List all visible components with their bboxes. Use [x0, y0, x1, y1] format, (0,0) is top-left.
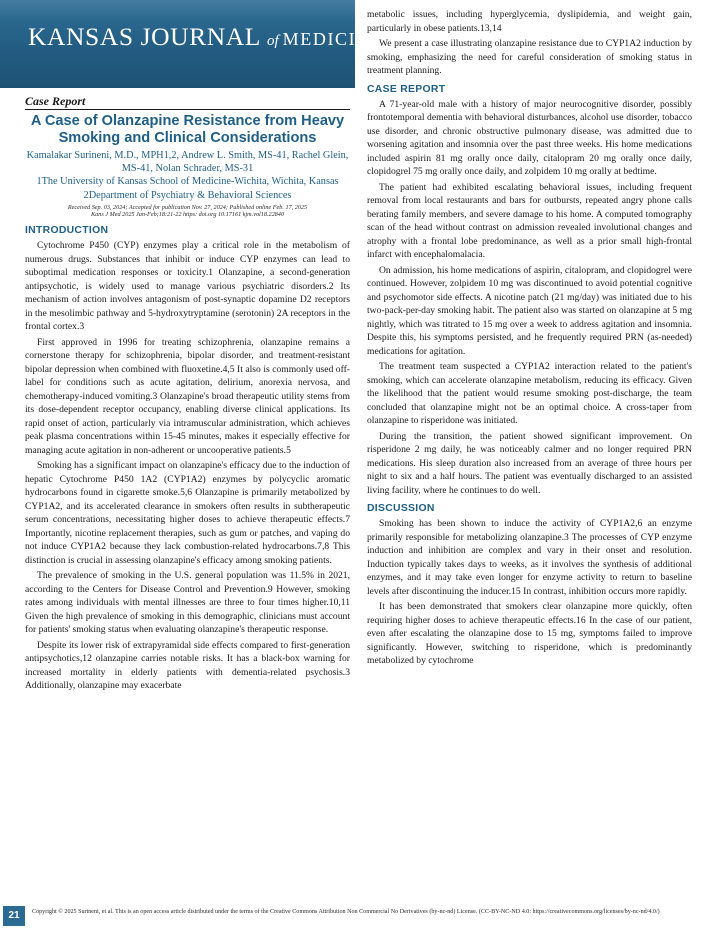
section-heading-case-report: CASE REPORT — [367, 83, 446, 95]
paragraph: We present a case illustrating olanzapine resistance due to CYP1A2 induction by smoking, emphasizing the need for careful consideration of smoking status in treatment planning. — [367, 38, 692, 76]
section-heading-discussion: DISCUSSION — [367, 503, 435, 514]
right-column — [367, 8, 692, 670]
article-title: A Case of Olanzapine Resistance from Heavy Smoking and Clinical Considerations — [30, 113, 345, 146]
paragraph: Despite its lower risk of extrapyramidal side effects compared to first-generation antipsychotics,12 olanzapine carries notable risks. It has a black-box warning for increased mortality in elderly patients with dementia-related psychosis.3 Additionally, olanzapine may exacerbate — [25, 639, 350, 691]
journal-title — [28, 22, 383, 52]
paragraph: The prevalence of smoking in the U.S. general population was 11.5% in 2021, according to the Centers for Disease Control and Prevention.9 However, smoking rates among individuals with mental illnesses are three to four times higher.10,11 Given the high prevalence of smoking in this demographic, clinicians must account for patients' smoking status when evaluating olanzapine's therapeutic response. — [25, 570, 350, 635]
paragraph: Smoking has been shown to induce the activity of CYP1A2,6 an enzyme primarily responsible for metabolizing olanzapine.3 The processes of CYP enzyme induction and inhibition are complex and vary in their onset and resolution. Induction typically takes days to weeks, as it involves the synthesis of additional enzymes, and it may take even longer for enzyme activity to return to baseline levels after discontinuing the inducer.15 In contrast, inhibition occurs more rapidly. — [367, 518, 692, 597]
article-authors: Kamalakar Surineni, M.D., MPH1,2, Andrew L. Smith, MS-41, Rachel Glein, MS-41, Nolan Schrader, MS-31 — [26, 150, 349, 175]
paragraph: metabolic issues, including hyperglycemia, dyslipidemia, and weight gain, particularly in obese patients.13,14 — [367, 9, 692, 34]
affiliation-2: 2Department of Psychiatry & Behavioral Sciences — [83, 189, 292, 201]
paragraph: The patient had exhibited escalating behavioral issues, including frequent removal from local restaurants and bars for outbursts, repeated angry phone calls berating family members, and severe damage to his home. A computed tomography scan of the head without contrast on admission revealed involutional changes and atrophy with a frontal lobe predominance, as well as a prior small high-frontal infarct with encephalomalacia. — [367, 181, 692, 260]
left-column — [25, 94, 350, 695]
copyright-notice: Copyright © 2025 Surineni, et al. This is an open access article distributed under the terms of the Creative Commons Attribution Non Commercial No Derivatives (by-nc-nd) License. (CC-BY-NC-ND 4.0: https://creativecommons.org/licenses/by-nc-nd/4.0/) — [32, 909, 660, 915]
paragraph: A 71-year-old male with a history of major neurocognitive disorder, possibly frontotemporal dementia with behavioral disturbances, alcohol use disorder, tobacco use disorder, and chronic obstructive pulmonary disease, was admitted due to worsening agitation and insomnia over the past three weeks. His home medications included aspirin 81 mg orally once daily, citalopram 20 mg orally once daily, clopidogrel 75 mg orally once daily, and zolpidem 10 mg orally at bedtime. — [367, 98, 692, 177]
section-heading-introduction: INTRODUCTION — [25, 225, 109, 236]
paragraph: Cytochrome P450 (CYP) enzymes play a critical role in the metabolism of numerous drugs. Substances that inhibit or induce CYP enzymes can lead to suboptimal medication responses or toxicity.1 Olanzapine, a second-generation antipsychotic, is widely used to manage various psychiatric disorders.2 Its mechanism of action involves antagonism of post-synaptic dopamine D2 receptors in the mesolimbic pathway and 5-hydroxytryptamine (serotonin) 2A receptors in the frontal cortex.3 — [25, 240, 350, 332]
paragraph: It has been demonstrated that smokers clear olanzapine more quickly, often requiring higher doses to achieve therapeutic effects.16 In the case of our patient, even after escalating the olanzapine dose to 15 mg, symptoms failed to improve significantly. However, switching to risperidone, which is predominantly metabolized by cytochrome — [367, 601, 692, 666]
article-citation: Kans J Med 2025 Jan-Feb;18:21-22 https: doi.org 10.17161 kjm.vol18.22840 — [91, 211, 284, 219]
article-meta — [31, 204, 344, 219]
paragraph: The treatment team suspected a CYP1A2 interaction related to the patient's smoking, which can accelerate olanzapine metabolism, reducing its efficacy. Given the likelihood that the patient would resume smoking post-discharge, the team concluded that olanzapine might not be an optimal choice. A cross-taper from olanzapine to risperidone was initiated. — [367, 361, 692, 426]
journal-banner — [0, 0, 384, 88]
paragraph: During the transition, the patient showed significant improvement. On risperidone 2 mg daily, he was noticeably calmer and no longer required PRN medications. His sleep duration also increased from an average of three hours per night to six and a half hours. The patient was eventually discharged to an assisted living facility, where he continues to do well. — [367, 430, 692, 496]
paragraph: First approved in 1996 for treating schizophrenia, olanzapine remains a cornerstone therapy for schizophrenia, bipolar disorder, and treatment-resistant bipolar depression when combined with fluoxetine.4,5 It also is commonly used off-label for conditions such as acute agitation, delirium, anorexia nervosa, and chemotherapy-induced vomiting.3 Olanzapine's broad therapeutic utility stems from its dose-dependent receptor occupancy, enabling diverse clinical applications. Its rapid onset of action, particularly via intramuscular administration, which achieves peak plasma concentrations within 15-45 minutes, makes it especially effective for managing acute agitation in non-adherent or uncooperative patients.5 — [25, 336, 350, 456]
paragraph: On admission, his home medications of aspirin, citalopram, and clopidogrel were continued. However, zolpidem 10 mg was discontinued to avoid potential cognitive and psychomotor side effects. A nicotine patch (21 mg/day) was initiated due to his two-pack-per-day smoking habit. The patient also was started on olanzapine at 5 mg nightly, which was titrated to 15 mg over a week to address agitation and insomnia. Despite this, his symptoms persisted, and he frequently required PRN (as-needed) medications for agitation. — [367, 264, 692, 357]
article-type: Case Report — [25, 94, 350, 110]
affiliation-1: 1The University of Kansas School of Medicine-Wichita, Wichita, Kansas — [36, 176, 339, 188]
journal-title-left: KANSAS JOURNAL — [28, 22, 261, 51]
paragraph: Smoking has a significant impact on olanzapine's efficacy due to the induction of hepatic Cytochrome P450 1A2 (CYP1A2) enzymes by polycyclic aromatic hydrocarbons found in cigarette smoke.5,6 Olanzapine is primarily metabolized by CYP1A2, and its accelerated clearance in smokers often results in subtherapeutic serum concentrations, necessitating higher doses to achieve therapeutic effects.7 Importantly, nicotine replacement therapies, such as gum or patches, and vaping do not induce CYP1A2 because they lack combustion-related hydrocarbons.7,8 This distinction is crucial in assessing olanzapine's efficacy among smoking patients. — [25, 460, 350, 566]
journal-title-right: MEDICINE — [282, 29, 384, 49]
journal-title-of: of — [266, 33, 279, 49]
article-dates: Received Sep. 03, 2024; Accepted for publication Nov. 27, 2024; Published online Feb. 17, 2025 — [67, 203, 308, 211]
page-number: 21 — [3, 906, 25, 926]
